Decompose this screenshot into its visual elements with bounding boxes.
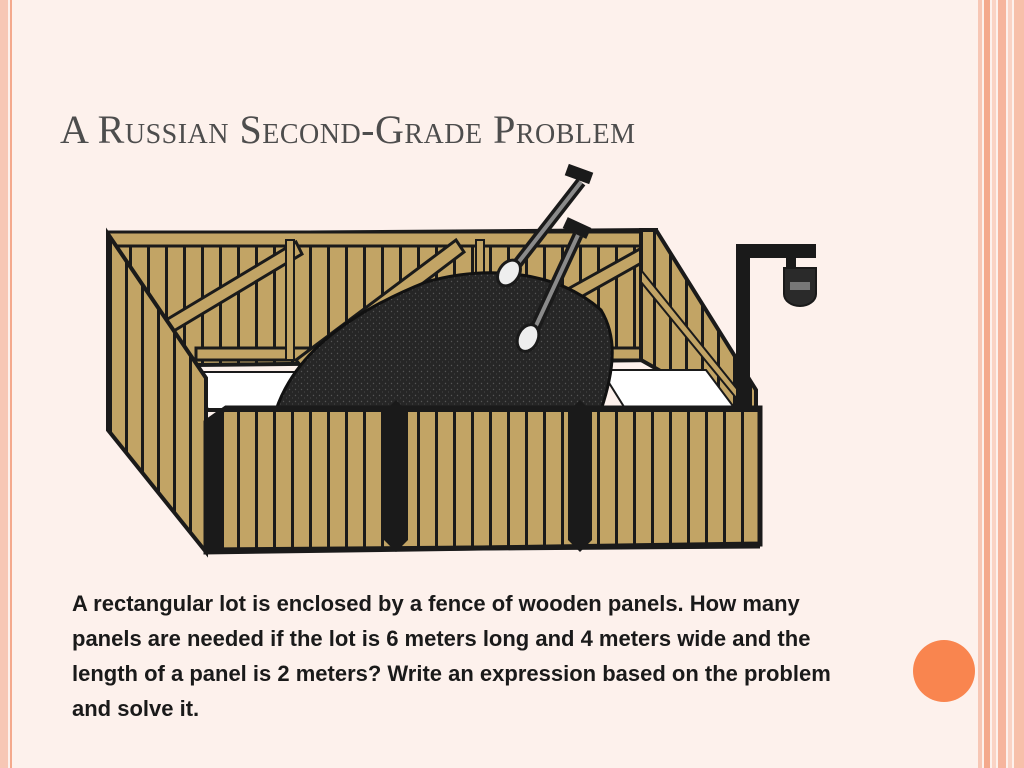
left-border-line [10,0,12,768]
right-border-band [984,0,990,768]
decorative-circle [913,640,975,702]
problem-statement: A rectangular lot is enclosed by a fence of wooden panels. How many panels are needed if the lot is 6 meters long and 4 meters wide and the length of a panel is 2 meters? Write an expression based on the problem and solve it. [72,591,831,721]
right-border-band [978,0,982,768]
front-fence [206,400,760,552]
right-border-band [992,0,996,768]
street-lamp-icon [736,244,816,424]
fence-lot-illustration [96,160,836,560]
right-border-band [998,0,1006,768]
right-border-band [1014,0,1024,768]
slide-title: A Russian Second-Grade Problem [60,107,636,152]
right-border-band [1008,0,1012,768]
left-border-stripe [0,0,8,768]
